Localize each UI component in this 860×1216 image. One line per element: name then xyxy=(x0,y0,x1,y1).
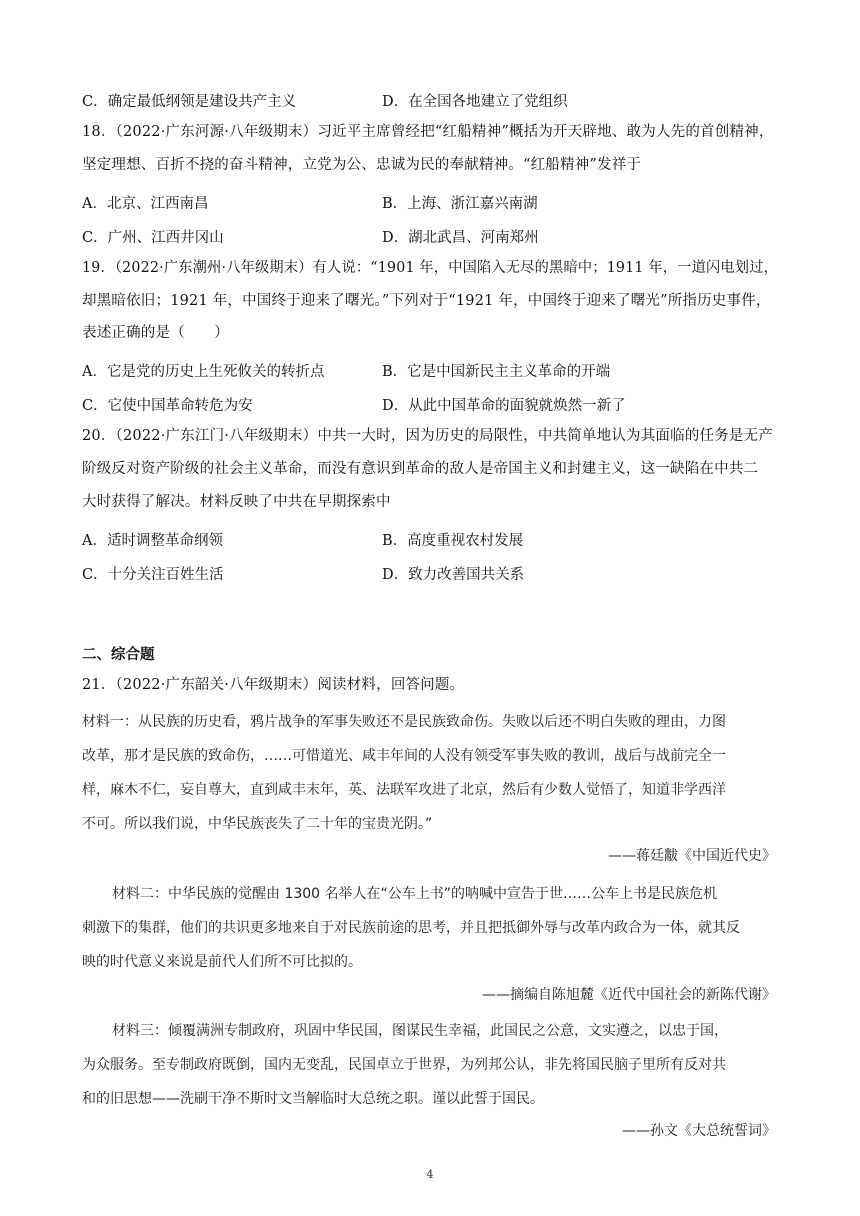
material-2-line-1: 材料二：中华民族的觉醒由 1300 名举人在“公车上书”的呐喊中宣告于世……公车上书是民族危机 xyxy=(112,886,718,902)
q20-stem-line-3: 大时获得了解决。材料反映了中共在早期探索中 xyxy=(82,494,391,510)
material-3-line-2: 为众服务。至专制政府既倒，国内无变乱，民国卓立于世界，为列邦公认，非先将国民脑子里所有反对共 xyxy=(82,1057,726,1073)
q17-option-c: C．确定最低纲领是建设共产主义 xyxy=(82,94,297,110)
q19-stem-line-1: 19．（2022·广东潮州·八年级期末）有人说：“1901 年，中国陷入无尽的黑暗中；1911 年，一道闪电划过， xyxy=(82,260,779,276)
material-2-line-2: 刺激下的集群，他们的共识更多地来自于对民族前途的思考，并且把抵御外辱与改革内政合为一体，就其反 xyxy=(82,920,740,936)
material-1-line-2: 改革，那才是民族的致命伤，……可惜道光、咸丰年间的人没有领受军事失败的教训，战后与战前完全一 xyxy=(82,748,726,764)
q17-option-d: D．在全国各地建立了党组织 xyxy=(382,94,568,110)
q18-option-b: B．上海、浙江嘉兴南湖 xyxy=(382,196,538,212)
q18-option-d: D．湖北武昌、河南郑州 xyxy=(382,230,539,246)
material-2-line-3: 映的时代意义来说是前代人们所不可比拟的。 xyxy=(82,954,362,970)
q20-stem-line-1: 20．（2022·广东江门·八年级期末）中共一大时，因为历史的局限性，中共简单地认为其面临的任务是无产 xyxy=(82,428,774,444)
q19-stem-line-3: 表述正确的是（ ） xyxy=(82,325,229,341)
q19-option-d: D．从此中国革命的面貌就焕然一新了 xyxy=(382,398,626,414)
q18-stem-line-2: 坚定理想、百折不挠的奋斗精神，立党为公、忠诚为民的奉献精神。“红船精神”发祥于 xyxy=(82,157,642,173)
material-3-source: ——孙文《大总统誓词》 xyxy=(622,1123,776,1139)
material-3-line-3: 和的旧思想——洗刷干净不斯时文当解临时大总统之职。谨以此誓于国民。 xyxy=(82,1091,544,1107)
material-2-source: ——摘编自陈旭麓《近代中国社会的新陈代谢》 xyxy=(482,987,776,1003)
q19-option-a: A．它是党的历史上生死攸关的转折点 xyxy=(82,364,325,380)
q20-stem-line-2: 阶级反对资产阶级的社会主义革命，而没有意识到革命的敌人是帝国主义和封建主义，这一缺陷在中共二 xyxy=(82,461,759,477)
material-1-source: ——蒋廷黻《中国近代史》 xyxy=(608,848,776,864)
material-3-line-1: 材料三：倾覆满洲专制政府，巩固中华民国，图谋民生幸福，此国民之公意，文实遵之，以忠于国， xyxy=(112,1023,728,1039)
q18-option-c: C．广州、江西井冈山 xyxy=(82,230,224,246)
q20-option-b: B．高度重视农村发展 xyxy=(382,533,524,549)
q19-stem-line-2: 却黑暗依旧；1921 年，中国终于迎来了曙光。”下列对于“1921 年，中国终于迎来了曙光”所指历史事件， xyxy=(82,293,771,309)
material-1-line-3: 样，麻木不仁，妄自尊大，直到咸丰末年，英、法联军攻进了北京，然后有少数人觉悟了，知道非学西洋 xyxy=(82,782,726,798)
material-1-line-1: 材料一：从民族的历史看，鸦片战争的军事失败还不是民族致命伤。失败以后还不明白失败的理由，力图 xyxy=(82,714,726,730)
q20-option-a: A．适时调整革命纲领 xyxy=(82,533,223,549)
page-number: 4 xyxy=(426,1168,434,1181)
q20-option-c: C．十分关注百姓生活 xyxy=(82,567,224,583)
q20-option-d: D．致力改善国共关系 xyxy=(382,567,525,583)
q19-option-c: C．它使中国革命转危为安 xyxy=(82,398,253,414)
q18-option-a: A．北京、江西南昌 xyxy=(82,196,209,212)
section-title: 二、综合题 xyxy=(82,647,155,663)
q19-option-b: B．它是中国新民主主义革命的开端 xyxy=(382,364,611,380)
q18-stem-line-1: 18．（2022·广东河源·八年级期末）习近平主席曾经把“红船精神”概括为开天辟地、敢为人先的首创精神， xyxy=(82,124,774,140)
q21-intro: 21．（2022·广东韶关·八年级期末）阅读材料，回答问题。 xyxy=(82,677,465,693)
material-1-line-4: 不可。所以我们说，中华民族丧失了二十年的宝贵光阴。” xyxy=(82,816,433,832)
